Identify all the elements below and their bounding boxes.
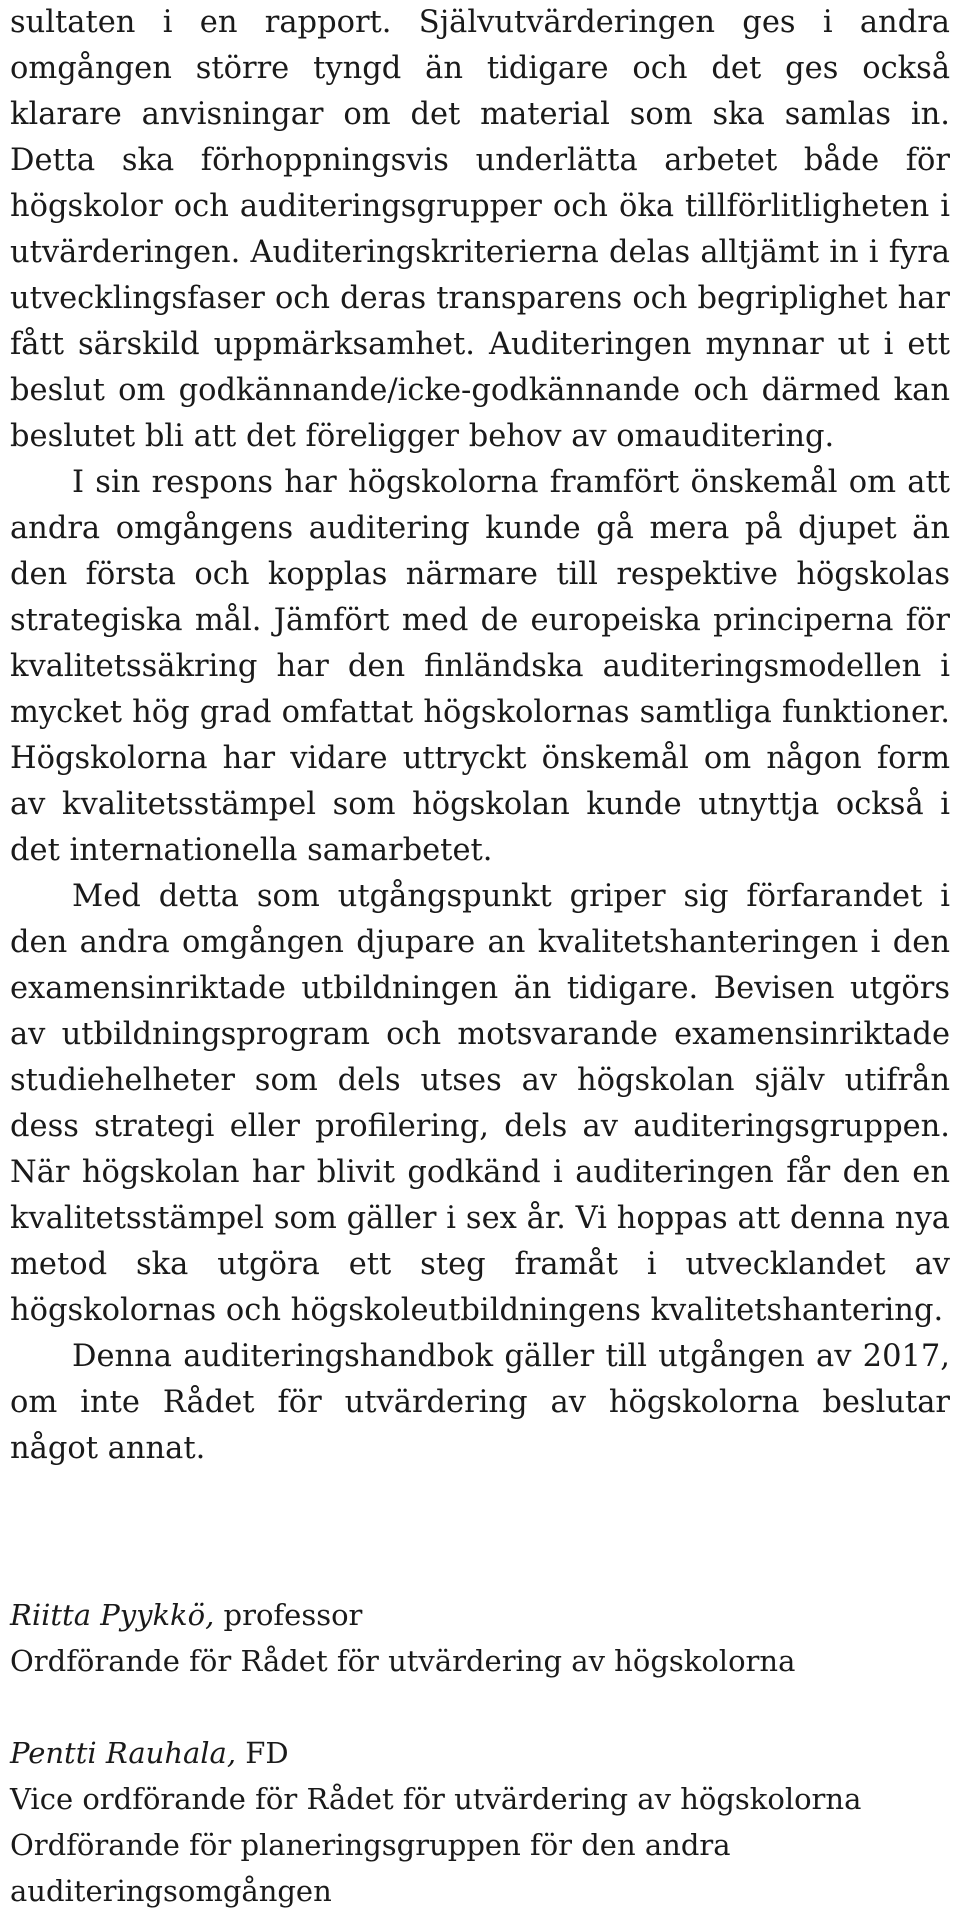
signature-line-1 <box>10 1592 950 1638</box>
signatory-name: Pentti Rauhala, <box>10 1736 237 1770</box>
body-paragraph-2: I sin respons har högskolorna framfört önskemål om att andra omgångens auditering kunde gå mera på djupet än den första och kopplas närmare till respektive högskolas strategiska mål. Jämfört med de europeiska principerna för kvalitetssäkring har den finländska auditeringsmodellen i mycket hög grad omfattat högskolornas samtliga funktioner. Högskolorna har vidare uttryckt önskemål om någon form av kvalitetsstämpel som högskolan kunde utnyttja också i det internationella samarbetet. <box>10 465 950 868</box>
signature-line-2 <box>10 1730 950 1776</box>
signatory-name: Riitta Pyykkö, <box>10 1598 215 1632</box>
signatory-role: Vice ordförande för Rådet för utvärdering av högskolorna <box>10 1782 862 1816</box>
body-paragraph-4: Denna auditeringshandbok gäller till utgången av 2017, om inte Rådet för utvärdering av högskolorna beslutar något annat. <box>10 1339 950 1466</box>
signatory-title: professor <box>214 1598 363 1632</box>
signatory-role: Ordförande för planeringsgruppen för den andra auditeringsomgången <box>10 1828 731 1908</box>
signature-block-1 <box>10 1592 950 1684</box>
document-page <box>10 0 950 1914</box>
body-paragraph-1: sultaten i en rapport. Självutvärderingen ges i andra omgången större tyngd än tidigare och det ges också klarare anvisningar om det material som ska samlas in. Detta ska förhoppningsvis underlätta arbetet både för högskolor och auditeringsgrupper och öka tillförlitligheten i utvärderingen. Auditeringskriterierna delas alltjämt in i fyra utvecklingsfaser och deras transparens och begriplighet har fått särskild uppmärksamhet. Auditeringen mynnar ut i ett beslut om godkännande/icke-godkännande och därmed kan beslutet bli att det föreligger behov av omauditering. <box>10 5 950 454</box>
signatory-title: FD <box>236 1736 289 1770</box>
signature-block-2 <box>10 1730 950 1914</box>
signatures-section <box>10 1592 950 1914</box>
signatory-role: Ordförande för Rådet för utvärdering av högskolorna <box>10 1644 796 1678</box>
body-paragraph-3: Med detta som utgångspunkt griper sig förfarandet i den andra omgången djupare an kvalitetshanteringen i den examensinriktade utbildningen än tidigare. Bevisen utgörs av utbildningsprogram och motsvarande examensinriktade studiehelheter som dels utses av högskolan själv utifrån dess strategi eller profilering, dels av auditeringsgruppen. När högskolan har blivit godkänd i auditeringen får den en kvalitetsstämpel som gäller i sex år. Vi hoppas att denna nya metod ska utgöra ett steg framåt i utvecklandet av högskolornas och högskoleutbildningens kvalitetshantering. <box>10 879 950 1328</box>
